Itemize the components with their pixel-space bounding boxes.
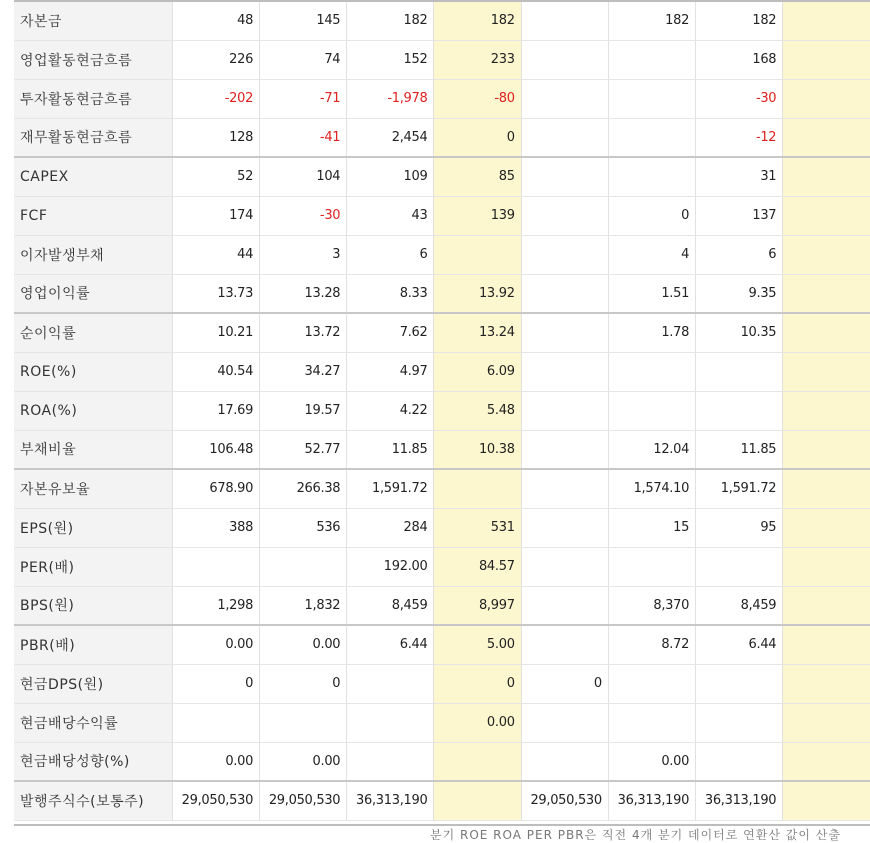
value-cell: -30: [260, 196, 347, 235]
value-cell: 12.04: [608, 430, 695, 469]
value-cell: 0.00: [172, 625, 259, 664]
value-cell: [521, 157, 608, 196]
value-cell: [783, 196, 870, 235]
value-cell: 182: [696, 1, 783, 40]
value-cell: [696, 391, 783, 430]
value-cell: 284: [347, 508, 434, 547]
value-cell: 1.78: [608, 313, 695, 352]
value-cell: [521, 547, 608, 586]
value-cell: [696, 703, 783, 742]
value-cell: 40.54: [172, 352, 259, 391]
value-cell: [783, 430, 870, 469]
financial-table-container: [14, 0, 870, 821]
value-cell: 104: [260, 157, 347, 196]
value-cell: 36,313,190: [696, 781, 783, 820]
value-cell: [783, 79, 870, 118]
value-cell: [521, 274, 608, 313]
value-cell: [783, 469, 870, 508]
value-cell: [608, 547, 695, 586]
value-cell: 2,454: [347, 118, 434, 157]
value-cell: [608, 391, 695, 430]
value-cell: 128: [172, 118, 259, 157]
value-cell: 6.09: [434, 352, 521, 391]
row-label: 재무활동현금흐름: [14, 118, 172, 157]
value-cell: 1,832: [260, 586, 347, 625]
value-cell: 531: [434, 508, 521, 547]
value-cell: 11.85: [696, 430, 783, 469]
value-cell: [521, 79, 608, 118]
value-cell: 0: [521, 664, 608, 703]
row-label: 부채비율: [14, 430, 172, 469]
value-cell: 13.92: [434, 274, 521, 313]
value-cell: 36,313,190: [608, 781, 695, 820]
value-cell: 52: [172, 157, 259, 196]
value-cell: [521, 40, 608, 79]
value-cell: [521, 313, 608, 352]
value-cell: [783, 703, 870, 742]
value-cell: 192.00: [347, 547, 434, 586]
value-cell: 1,574.10: [608, 469, 695, 508]
value-cell: [521, 469, 608, 508]
value-cell: 0.00: [608, 742, 695, 781]
value-cell: [696, 352, 783, 391]
value-cell: [696, 664, 783, 703]
value-cell: 95: [696, 508, 783, 547]
value-cell: 1,298: [172, 586, 259, 625]
value-cell: 6.44: [347, 625, 434, 664]
row-label: 자본금: [14, 1, 172, 40]
value-cell: 536: [260, 508, 347, 547]
table-row: [14, 313, 870, 352]
row-label: 영업활동현금흐름: [14, 40, 172, 79]
value-cell: 8,370: [608, 586, 695, 625]
value-cell: 182: [347, 1, 434, 40]
table-row: [14, 274, 870, 313]
value-cell: 1,591.72: [347, 469, 434, 508]
value-cell: 1.51: [608, 274, 695, 313]
value-cell: -80: [434, 79, 521, 118]
value-cell: [347, 703, 434, 742]
value-cell: 43: [347, 196, 434, 235]
table-row: [14, 742, 870, 781]
value-cell: 4: [608, 235, 695, 274]
value-cell: 4.97: [347, 352, 434, 391]
value-cell: 11.85: [347, 430, 434, 469]
value-cell: [696, 742, 783, 781]
row-label: 발행주식수(보통주): [14, 781, 172, 820]
value-cell: 13.73: [172, 274, 259, 313]
value-cell: 4.22: [347, 391, 434, 430]
value-cell: 29,050,530: [172, 781, 259, 820]
row-label: 현금DPS(원): [14, 664, 172, 703]
value-cell: [521, 196, 608, 235]
value-cell: -71: [260, 79, 347, 118]
value-cell: 52.77: [260, 430, 347, 469]
value-cell: [783, 313, 870, 352]
row-label: 자본유보율: [14, 469, 172, 508]
row-label: PER(배): [14, 547, 172, 586]
row-label: CAPEX: [14, 157, 172, 196]
value-cell: 266.38: [260, 469, 347, 508]
value-cell: [434, 742, 521, 781]
value-cell: [783, 118, 870, 157]
value-cell: 84.57: [434, 547, 521, 586]
value-cell: [783, 274, 870, 313]
value-cell: 34.27: [260, 352, 347, 391]
value-cell: -41: [260, 118, 347, 157]
table-row: [14, 625, 870, 664]
value-cell: 13.28: [260, 274, 347, 313]
value-cell: 137: [696, 196, 783, 235]
value-cell: 152: [347, 40, 434, 79]
value-cell: 0.00: [172, 742, 259, 781]
value-cell: [260, 703, 347, 742]
value-cell: [783, 235, 870, 274]
value-cell: 8.33: [347, 274, 434, 313]
table-row: [14, 430, 870, 469]
value-cell: [521, 703, 608, 742]
value-cell: -30: [696, 79, 783, 118]
table-row: [14, 703, 870, 742]
value-cell: [434, 781, 521, 820]
table-row: [14, 391, 870, 430]
table-row: [14, 469, 870, 508]
value-cell: [172, 547, 259, 586]
value-cell: [608, 79, 695, 118]
value-cell: 13.72: [260, 313, 347, 352]
value-cell: 44: [172, 235, 259, 274]
value-cell: [783, 625, 870, 664]
table-row: [14, 79, 870, 118]
value-cell: 29,050,530: [521, 781, 608, 820]
table-row: [14, 508, 870, 547]
row-label: 순이익률: [14, 313, 172, 352]
value-cell: [172, 703, 259, 742]
value-cell: 106.48: [172, 430, 259, 469]
value-cell: [521, 508, 608, 547]
value-cell: [347, 742, 434, 781]
table-row: [14, 40, 870, 79]
value-cell: [783, 352, 870, 391]
row-label: 투자활동현금흐름: [14, 79, 172, 118]
value-cell: 0: [172, 664, 259, 703]
row-label: 현금배당성향(%): [14, 742, 172, 781]
value-cell: [521, 352, 608, 391]
value-cell: 85: [434, 157, 521, 196]
value-cell: 6: [696, 235, 783, 274]
value-cell: [521, 391, 608, 430]
value-cell: 1,591.72: [696, 469, 783, 508]
value-cell: 74: [260, 40, 347, 79]
value-cell: 0.00: [260, 625, 347, 664]
row-label: 영업이익률: [14, 274, 172, 313]
value-cell: -1,978: [347, 79, 434, 118]
value-cell: [783, 157, 870, 196]
value-cell: [783, 742, 870, 781]
value-cell: 182: [608, 1, 695, 40]
row-label: ROE(%): [14, 352, 172, 391]
value-cell: [783, 586, 870, 625]
row-label: 이자발생부채: [14, 235, 172, 274]
row-label: ROA(%): [14, 391, 172, 430]
table-row: [14, 1, 870, 40]
value-cell: 168: [696, 40, 783, 79]
row-label: EPS(원): [14, 508, 172, 547]
table-row: [14, 157, 870, 196]
value-cell: 233: [434, 40, 521, 79]
value-cell: 139: [434, 196, 521, 235]
value-cell: 9.35: [696, 274, 783, 313]
value-cell: [696, 547, 783, 586]
value-cell: 6: [347, 235, 434, 274]
table-row: [14, 352, 870, 391]
value-cell: 10.21: [172, 313, 259, 352]
value-cell: 0: [434, 118, 521, 157]
value-cell: -202: [172, 79, 259, 118]
value-cell: [521, 586, 608, 625]
value-cell: [608, 118, 695, 157]
value-cell: 8.72: [608, 625, 695, 664]
value-cell: 29,050,530: [260, 781, 347, 820]
value-cell: [783, 508, 870, 547]
value-cell: 226: [172, 40, 259, 79]
value-cell: [783, 1, 870, 40]
value-cell: -12: [696, 118, 783, 157]
value-cell: [608, 40, 695, 79]
value-cell: 8,459: [696, 586, 783, 625]
table-row: [14, 586, 870, 625]
value-cell: [521, 430, 608, 469]
value-cell: 0: [608, 196, 695, 235]
table-row: [14, 781, 870, 820]
table-footnote: 분기 ROE ROA PER PBR은 직전 4개 분기 데이터로 연환산 값이 산출: [430, 828, 841, 842]
value-cell: [783, 40, 870, 79]
value-cell: 0: [434, 664, 521, 703]
value-cell: 48: [172, 1, 259, 40]
row-label: FCF: [14, 196, 172, 235]
value-cell: 109: [347, 157, 434, 196]
value-cell: [521, 742, 608, 781]
value-cell: 36,313,190: [347, 781, 434, 820]
value-cell: [608, 352, 695, 391]
value-cell: [783, 547, 870, 586]
value-cell: 19.57: [260, 391, 347, 430]
value-cell: [608, 703, 695, 742]
value-cell: [783, 391, 870, 430]
value-cell: [783, 781, 870, 820]
value-cell: [521, 1, 608, 40]
value-cell: 0: [260, 664, 347, 703]
value-cell: [521, 118, 608, 157]
value-cell: [260, 547, 347, 586]
value-cell: 10.38: [434, 430, 521, 469]
table-row: [14, 235, 870, 274]
table-row: [14, 664, 870, 703]
table-body: [14, 1, 870, 820]
value-cell: 182: [434, 1, 521, 40]
value-cell: 13.24: [434, 313, 521, 352]
row-label: BPS(원): [14, 586, 172, 625]
value-cell: 5.48: [434, 391, 521, 430]
value-cell: 5.00: [434, 625, 521, 664]
value-cell: 174: [172, 196, 259, 235]
value-cell: 10.35: [696, 313, 783, 352]
value-cell: 7.62: [347, 313, 434, 352]
row-label: 현금배당수익률: [14, 703, 172, 742]
value-cell: [783, 664, 870, 703]
value-cell: 31: [696, 157, 783, 196]
value-cell: 145: [260, 1, 347, 40]
value-cell: 388: [172, 508, 259, 547]
table-row: [14, 196, 870, 235]
value-cell: [347, 664, 434, 703]
value-cell: [434, 235, 521, 274]
value-cell: [521, 235, 608, 274]
value-cell: 8,459: [347, 586, 434, 625]
value-cell: 6.44: [696, 625, 783, 664]
value-cell: [608, 664, 695, 703]
value-cell: 0.00: [434, 703, 521, 742]
table-row: [14, 547, 870, 586]
table-row: [14, 118, 870, 157]
value-cell: [434, 469, 521, 508]
value-cell: 8,997: [434, 586, 521, 625]
value-cell: 15: [608, 508, 695, 547]
value-cell: 678.90: [172, 469, 259, 508]
value-cell: 17.69: [172, 391, 259, 430]
value-cell: [608, 157, 695, 196]
value-cell: 0.00: [260, 742, 347, 781]
value-cell: [521, 625, 608, 664]
financial-summary-table: [14, 0, 870, 821]
value-cell: 3: [260, 235, 347, 274]
row-label: PBR(배): [14, 625, 172, 664]
